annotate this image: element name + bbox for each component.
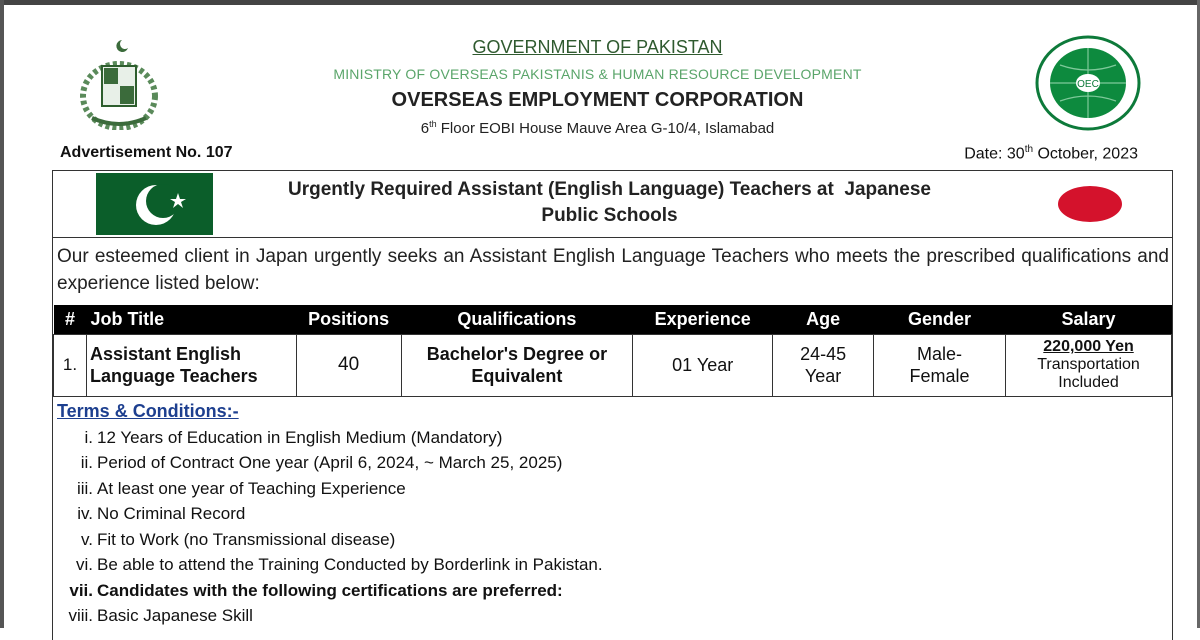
terms-item-number: iv.	[77, 504, 93, 523]
salary-amount: 220,000 Yen	[1043, 338, 1134, 355]
terms-item-number: ii.	[80, 453, 93, 472]
terms-item-text: At least one year of Teaching Experience	[97, 478, 406, 498]
cell-age: 24-45 Year	[773, 334, 874, 396]
terms-item-text: Basic Japanese Skill	[97, 606, 253, 625]
date	[964, 144, 1138, 163]
date-sup: th	[1024, 144, 1034, 155]
terms-item-number: v.	[81, 529, 93, 549]
notice-title	[213, 177, 1006, 229]
japan-flag-icon	[1006, 173, 1171, 235]
corporation-title: OVERSEAS EMPLOYMENT CORPORATION	[391, 89, 804, 111]
frame-top	[0, 0, 1200, 5]
terms-item	[57, 603, 603, 629]
terms-item-text: 12 Years of Education in English Medium (Mandatory)	[97, 427, 503, 447]
cell-job-title: Assistant English Language Teachers	[86, 334, 296, 396]
col-header: Positions	[296, 305, 401, 334]
terms-item	[57, 450, 603, 476]
address	[0, 119, 1195, 137]
col-header: Salary	[1006, 305, 1172, 334]
terms-list	[57, 425, 603, 629]
intro-paragraph: Our esteemed client in Japan urgently seeks an Assistant English Language Teachers who meets the prescribed qualifications and experience listed below:	[57, 246, 1169, 294]
notice-title-line2: Public Schools	[541, 205, 678, 226]
notice-header	[53, 171, 1172, 237]
cell-experience: 01 Year	[633, 334, 773, 396]
terms-item	[57, 552, 603, 578]
oec-logo-icon	[1035, 35, 1141, 131]
address-floor: 6	[420, 120, 430, 137]
notice-title-line1: Urgently Required Assistant (English Language) Teachers at Japanese	[287, 179, 931, 200]
cell-num: 1.	[54, 334, 87, 396]
terms-item-text: Be able to attend the Training Conducted by Borderlink in Pakistan.	[97, 555, 603, 574]
terms-item	[57, 501, 603, 527]
terms-heading: Terms & Conditions:-	[57, 401, 239, 421]
notice-box	[52, 170, 1173, 640]
terms-item-number: viii.	[68, 606, 93, 625]
col-header: #	[54, 305, 87, 334]
cell-qualifications: Bachelor's Degree or Equivalent	[401, 334, 633, 396]
terms-item-number: iii.	[76, 478, 93, 498]
terms-item-text: Candidates with the following certifications are preferred:	[97, 580, 563, 600]
terms-item	[57, 578, 603, 604]
terms-item-number: vii.	[69, 580, 93, 600]
pakistan-flag-icon	[96, 173, 213, 235]
col-header: Job Title	[86, 305, 296, 334]
terms-section	[57, 399, 603, 629]
terms-item-number: i.	[84, 427, 93, 447]
terms-item-text: Fit to Work (no Transmissional disease)	[97, 529, 396, 549]
table-row	[54, 334, 1172, 396]
terms-item	[57, 476, 603, 502]
salary-note: Transportation Included	[1037, 356, 1140, 391]
terms-item-text: Period of Contract One year (April 6, 2024, ~ March 25, 2025)	[97, 453, 563, 472]
cell-positions: 40	[296, 334, 401, 396]
cell-salary	[1006, 334, 1172, 396]
jobs-table	[53, 305, 1172, 397]
government-title: GOVERNMENT OF PAKISTAN	[472, 37, 723, 57]
col-header: Experience	[633, 305, 773, 334]
terms-item	[57, 425, 603, 451]
date-day: Date: 30	[964, 145, 1025, 163]
cell-gender: Male-Female	[874, 334, 1006, 396]
col-header: Age	[773, 305, 874, 334]
terms-item	[57, 527, 603, 553]
terms-item-number: vi.	[76, 555, 93, 574]
terms-item-text: No Criminal Record	[97, 504, 246, 523]
table-header-row	[54, 305, 1172, 334]
col-header: Qualifications	[401, 305, 633, 334]
svg-text:OEC: OEC	[1077, 79, 1099, 90]
col-header: Gender	[874, 305, 1006, 334]
date-rest: October, 2023	[1033, 145, 1138, 163]
address-text: Floor EOBI House Mauve Area G-10/4, Islamabad	[436, 120, 775, 137]
ministry-title: MINISTRY OF OVERSEAS PAKISTANIS & HUMAN RESOURCE DEVELOPMENT	[333, 66, 862, 82]
address-sup: th	[429, 119, 437, 129]
advertisement-number: Advertisement No. 107	[60, 144, 233, 161]
